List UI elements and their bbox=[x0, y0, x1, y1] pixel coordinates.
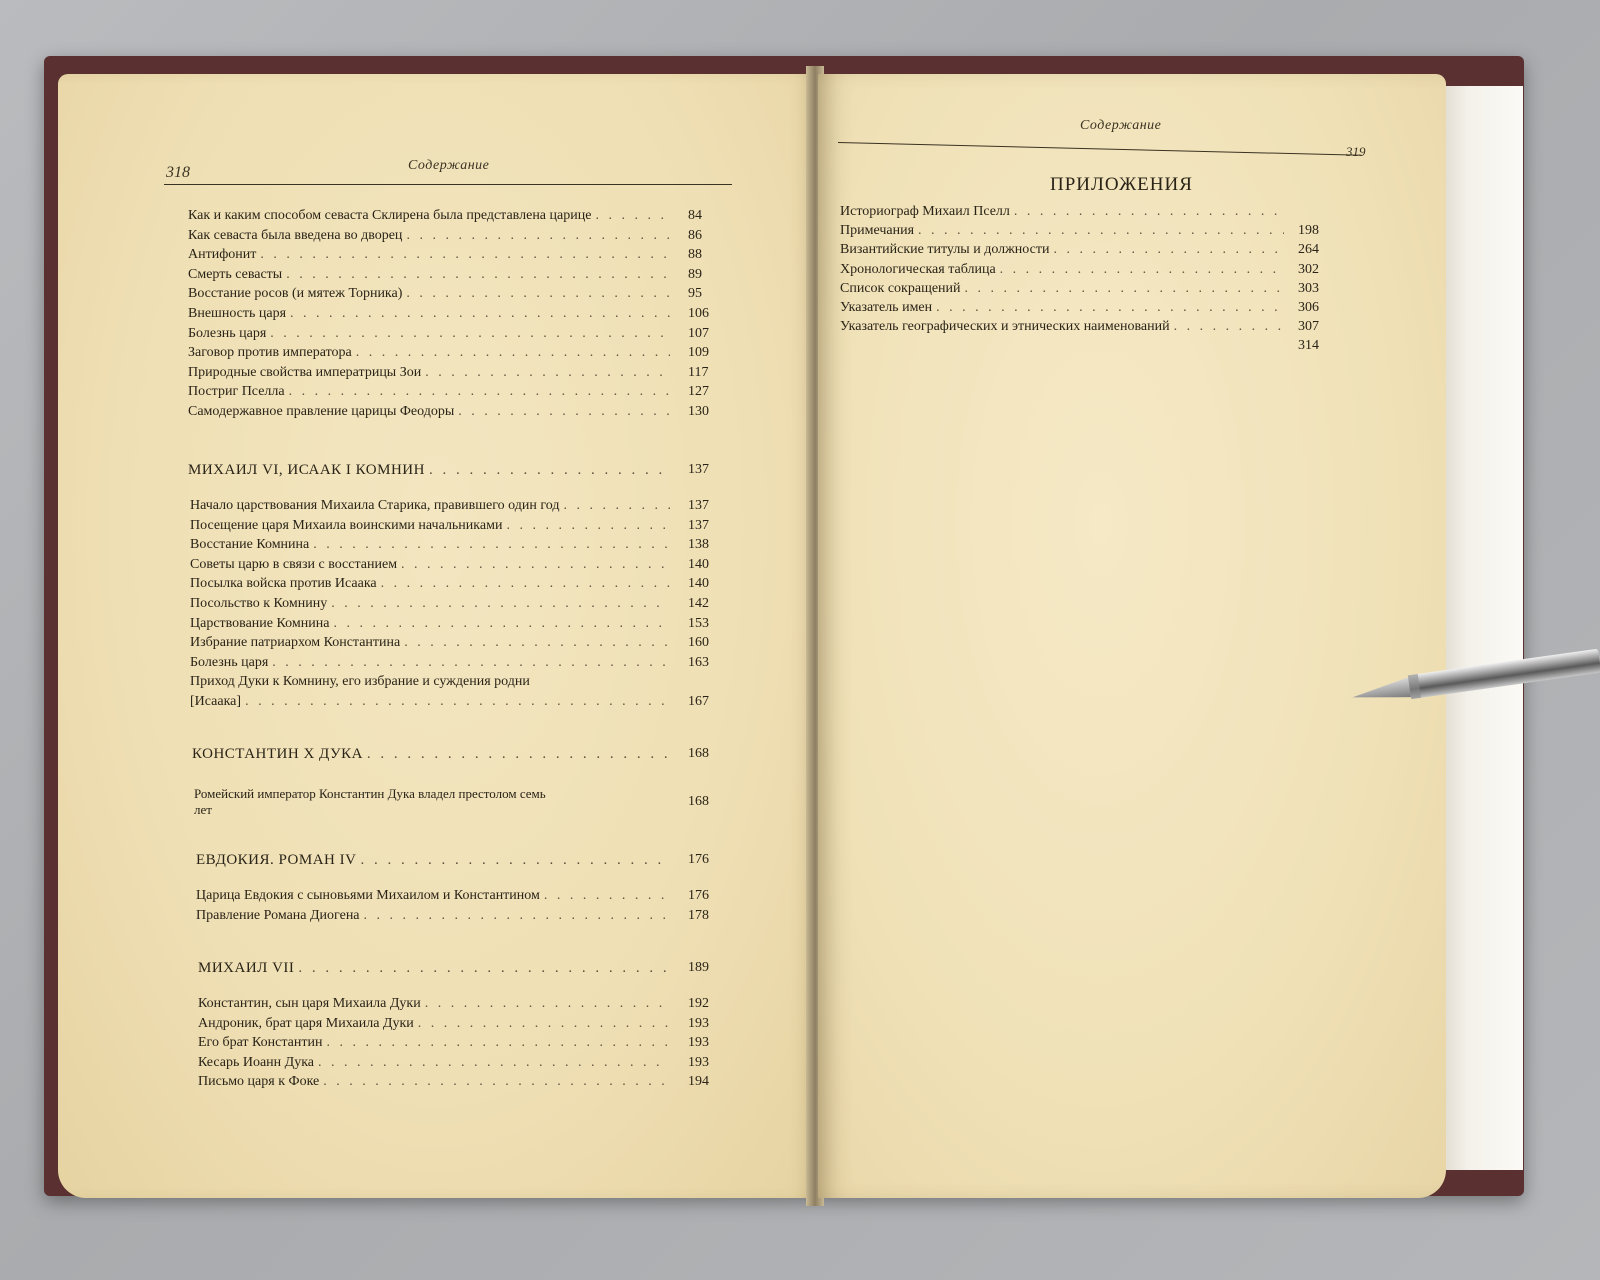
toc-entry-page: 95 bbox=[688, 286, 702, 302]
dot-leader bbox=[406, 286, 670, 302]
toc-entry bbox=[198, 996, 674, 1012]
toc-entry bbox=[840, 281, 1288, 297]
toc-entry-page: 168 bbox=[688, 746, 709, 761]
toc-entry-title: Восстание Комнина bbox=[190, 537, 310, 553]
dot-leader bbox=[506, 518, 670, 534]
dot-leader bbox=[333, 616, 670, 632]
dot-leader bbox=[425, 365, 670, 381]
toc-entry-title: Смерть севасты bbox=[188, 266, 283, 282]
toc-entry-page: 140 bbox=[688, 576, 709, 592]
dot-leader bbox=[563, 498, 670, 514]
right-page bbox=[818, 74, 1446, 1198]
dot-leader bbox=[918, 223, 1284, 239]
toc-entry-page: 302 bbox=[1298, 261, 1319, 277]
dot-leader bbox=[289, 384, 670, 400]
toc-entry-page: 168 bbox=[688, 794, 709, 809]
dot-leader bbox=[313, 537, 670, 553]
toc-entry-title: Советы царю в связи с восстанием bbox=[190, 556, 398, 572]
toc-entry-page: 264 bbox=[1298, 242, 1319, 258]
toc-entry bbox=[190, 537, 674, 553]
toc-entry bbox=[190, 596, 674, 612]
toc-entry-title: Царица Евдокия с сыновьями Михаилом и Константином bbox=[196, 888, 540, 903]
toc-entry-page: 107 bbox=[688, 325, 709, 341]
dot-leader bbox=[326, 1035, 670, 1051]
dot-leader bbox=[298, 960, 670, 977]
toc-entry-title: ЕВДОКИЯ. РОМАН IV bbox=[196, 852, 357, 868]
toc-entry-page: 193 bbox=[688, 1054, 709, 1070]
dot-leader bbox=[356, 345, 670, 361]
toc-entry-page: 89 bbox=[688, 266, 702, 282]
dot-leader bbox=[595, 208, 670, 224]
dot-leader bbox=[331, 596, 670, 612]
dot-leader bbox=[272, 655, 670, 671]
toc-entry bbox=[840, 204, 1288, 220]
dot-leader bbox=[401, 557, 670, 573]
running-head: Содержание bbox=[1080, 118, 1162, 133]
toc-entry-line bbox=[194, 802, 212, 818]
dot-leader bbox=[381, 576, 670, 592]
pen bbox=[1350, 642, 1600, 702]
toc-entry-page: 138 bbox=[688, 537, 709, 553]
toc-entry bbox=[190, 694, 674, 710]
toc-entry bbox=[198, 1016, 674, 1032]
toc-entry-title: Примечания bbox=[840, 223, 915, 239]
toc-entry-page: 176 bbox=[688, 888, 709, 903]
page-number: 318 bbox=[166, 164, 190, 181]
toc-entry bbox=[188, 404, 674, 420]
dot-leader bbox=[270, 326, 670, 342]
toc-entry-page: 303 bbox=[1298, 280, 1319, 296]
toc-entry bbox=[188, 247, 674, 263]
toc-entry-title: Антифонит bbox=[188, 247, 257, 263]
dot-leader bbox=[286, 267, 670, 283]
section-heading bbox=[198, 960, 674, 977]
toc-entry-page: 142 bbox=[688, 596, 709, 611]
toc-entry-page: 163 bbox=[688, 654, 709, 670]
toc-entry bbox=[198, 1074, 674, 1090]
toc-entry bbox=[190, 498, 674, 514]
toc-entry-title: Приход Дуки к Комнину, его избрание и суждения родни bbox=[190, 674, 530, 689]
toc-entry-title: Его брат Константин bbox=[198, 1035, 323, 1051]
dot-leader bbox=[1014, 204, 1284, 220]
toc-entry bbox=[190, 616, 674, 632]
toc-entry-line bbox=[194, 786, 546, 802]
toc-entry bbox=[188, 286, 674, 302]
toc-entry bbox=[188, 345, 674, 361]
dot-leader bbox=[936, 300, 1284, 316]
toc-entry-page: 306 bbox=[1298, 300, 1319, 315]
toc-entry-title: Хронологическая таблица bbox=[840, 261, 996, 277]
dot-leader bbox=[458, 404, 670, 420]
section-heading bbox=[192, 746, 674, 763]
toc-entry-title: Посещение царя Михаила воинскими начальниками bbox=[190, 517, 503, 533]
toc-entry-page: 167 bbox=[688, 694, 709, 709]
toc-entry bbox=[198, 1035, 674, 1051]
dot-leader bbox=[1000, 262, 1284, 278]
dot-leader bbox=[260, 247, 670, 263]
toc-entry-page: 193 bbox=[688, 1035, 709, 1051]
toc-entry-title: Правление Романа Диогена bbox=[196, 907, 360, 923]
toc-entry-page: 192 bbox=[688, 996, 709, 1011]
toc-entry-title: Как севаста была введена во дворец bbox=[188, 227, 403, 243]
toc-entry-page: 193 bbox=[688, 1015, 709, 1031]
toc-entry-title: лет bbox=[194, 802, 212, 817]
left-page bbox=[58, 74, 818, 1198]
dot-leader bbox=[404, 635, 670, 651]
toc-entry-title: МИХАИЛ VI, ИСААК I КОМНИН bbox=[188, 462, 425, 478]
dot-leader bbox=[245, 694, 670, 710]
toc-entry bbox=[188, 384, 674, 400]
toc-entry-title: Андроник, брат царя Михаила Дуки bbox=[198, 1015, 414, 1031]
toc-entry bbox=[188, 228, 674, 244]
toc-entry-title: Письмо царя к Фоке bbox=[198, 1074, 320, 1090]
toc-entry-title: Самодержавное правление царицы Феодоры bbox=[188, 404, 455, 419]
toc-entry bbox=[196, 888, 674, 904]
toc-entry-title: Византийские титулы и должности bbox=[840, 242, 1050, 258]
toc-entry-title: [Исаака] bbox=[190, 694, 242, 709]
toc-entry-title: Указатель имен bbox=[840, 300, 933, 315]
toc-entry bbox=[188, 306, 674, 322]
appendix-title: ПРИЛОЖЕНИЯ bbox=[1050, 174, 1193, 195]
dot-leader bbox=[425, 996, 670, 1012]
toc-entry-page: 153 bbox=[688, 615, 709, 631]
dot-leader bbox=[318, 1055, 670, 1071]
toc-entry-title: Природные свойства императрицы Зои bbox=[188, 364, 422, 380]
dot-leader bbox=[290, 306, 670, 322]
dot-leader bbox=[323, 1074, 670, 1090]
toc-entry bbox=[196, 908, 674, 924]
toc-entry-page: 307 bbox=[1298, 319, 1319, 335]
toc-entry-page: 178 bbox=[688, 907, 709, 923]
toc-entry-title: Болезнь царя bbox=[190, 654, 269, 670]
toc-entry-page: 198 bbox=[1298, 223, 1319, 239]
toc-entry-title: Кесарь Иоанн Дука bbox=[198, 1054, 315, 1070]
running-head: Содержание bbox=[408, 158, 490, 173]
toc-entry-page: 140 bbox=[688, 556, 709, 572]
toc-entry-title: Постриг Пселла bbox=[188, 384, 285, 400]
toc-entry-page: 176 bbox=[688, 852, 709, 867]
toc-entry-page: 160 bbox=[688, 635, 709, 651]
toc-entry bbox=[840, 319, 1288, 335]
dot-leader bbox=[965, 281, 1284, 297]
toc-entry-page: 194 bbox=[688, 1074, 709, 1090]
toc-entry-line bbox=[190, 674, 530, 690]
toc-entry bbox=[840, 223, 1288, 239]
toc-entry-title: Внешность царя bbox=[188, 306, 287, 321]
dot-leader bbox=[364, 908, 670, 924]
section-heading bbox=[196, 852, 674, 869]
toc-entry bbox=[840, 300, 1288, 316]
toc-entry-title: Начало царствования Михаила Старика, правившего один год bbox=[190, 498, 560, 513]
page-number: 319 bbox=[1346, 144, 1366, 159]
toc-entry-title: Как и каким способом севаста Склирена была представлена царице bbox=[188, 208, 592, 223]
toc-entry-title: Список сокращений bbox=[840, 280, 961, 296]
toc-entry-page: 84 bbox=[688, 208, 702, 223]
toc-entry-page: 109 bbox=[688, 345, 709, 361]
section-heading bbox=[188, 462, 674, 479]
toc-entry-page: 88 bbox=[688, 247, 702, 263]
dot-leader bbox=[544, 888, 670, 904]
dot-leader bbox=[418, 1016, 670, 1032]
dot-leader bbox=[1174, 319, 1284, 335]
toc-entry bbox=[188, 208, 674, 224]
toc-entry-title: Ромейский император Константин Дука владел престолом семь bbox=[194, 786, 546, 801]
dot-leader bbox=[406, 228, 670, 244]
toc-entry-page: 314 bbox=[1298, 338, 1319, 354]
toc-entry-title: МИХАИЛ VII bbox=[198, 960, 295, 976]
header-rule bbox=[838, 142, 1362, 156]
toc-entry-page: 137 bbox=[688, 462, 709, 477]
toc-entry bbox=[188, 365, 674, 381]
dot-leader bbox=[367, 746, 670, 763]
toc-entry-page: 117 bbox=[688, 364, 709, 380]
toc-entry-page: 106 bbox=[688, 306, 709, 321]
toc-entry-title: Восстание росов (и мятеж Торника) bbox=[188, 286, 403, 302]
toc-entry-title: Царствование Комнина bbox=[190, 615, 330, 631]
toc-entry-page: 86 bbox=[688, 227, 702, 243]
toc-entry-page: 130 bbox=[688, 404, 709, 419]
toc-entry-title: Посольство к Комнину bbox=[190, 596, 328, 611]
toc-entry bbox=[190, 576, 674, 592]
toc-entry bbox=[188, 267, 674, 283]
toc-entry bbox=[190, 635, 674, 651]
toc-entry bbox=[840, 242, 1288, 258]
toc-entry bbox=[198, 1055, 674, 1071]
toc-entry-title: КОНСТАНТИН X ДУКА bbox=[192, 746, 363, 762]
toc-entry-page: 127 bbox=[688, 384, 709, 400]
toc-entry-title: Заговор против императора bbox=[188, 345, 352, 361]
toc-entry bbox=[190, 557, 674, 573]
dot-leader bbox=[429, 462, 670, 479]
toc-entry-title: Посылка войска против Исаака bbox=[190, 576, 377, 592]
toc-entry-page: 137 bbox=[688, 517, 709, 533]
toc-entry bbox=[190, 518, 674, 534]
toc-entry-title: Болезнь царя bbox=[188, 325, 267, 341]
toc-entry-page: 189 bbox=[688, 960, 709, 975]
toc-entry-title: Указатель географических и этнических наименований bbox=[840, 319, 1170, 335]
dot-leader bbox=[1053, 242, 1284, 258]
toc-entry-title: Историограф Михаил Пселл bbox=[840, 204, 1010, 219]
dot-leader bbox=[360, 852, 670, 869]
toc-entry bbox=[840, 262, 1288, 278]
toc-entry-page: 137 bbox=[688, 498, 709, 513]
header-rule bbox=[164, 184, 732, 185]
toc-entry-title: Константин, сын царя Михаила Дуки bbox=[198, 996, 421, 1011]
toc-entry bbox=[190, 655, 674, 671]
toc-entry-title: Избрание патриархом Константина bbox=[190, 635, 401, 651]
toc-entry bbox=[188, 326, 674, 342]
